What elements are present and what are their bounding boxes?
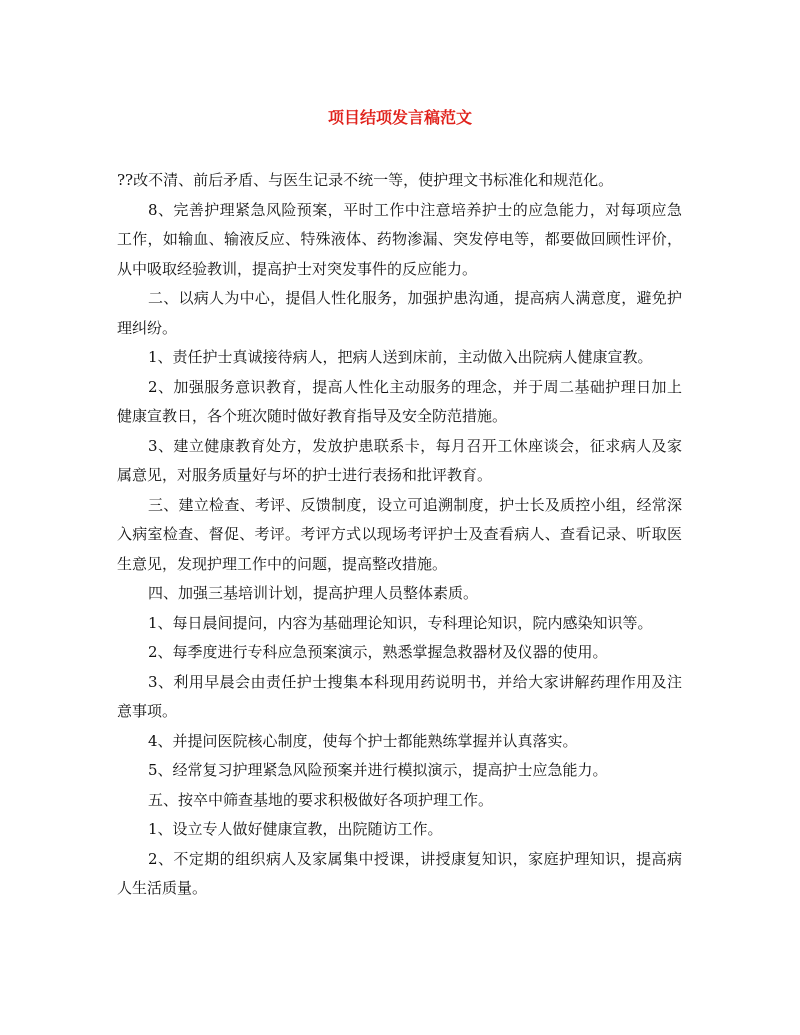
paragraph: 1、设立专人做好健康宣教，出院随访工作。: [148, 820, 443, 838]
paragraph: 2、每季度进行专科应急预案演示，熟悉掌握急救器材及仪器的使用。: [148, 643, 608, 661]
paragraph: 2、加强服务意识教育，提高人性化主动服务的理念，并于周二基础护理日加上健康宣教日，各个班次随时做好教育指导及安全防范措施。: [117, 377, 682, 425]
paragraph: 5、经常复习护理紧急风险预案并进行模拟演示，提高护士应急能力。: [148, 761, 608, 779]
paragraph: ??改不清、前后矛盾、与医生记录不统一等，使护理文书标准化和规范化。: [117, 171, 614, 189]
paragraph: 4、并提问医院核心制度，使每个护士都能熟练掌握并认真落实。: [148, 731, 578, 750]
paragraph: 二、以病人为中心，提倡人性化服务，加强护患沟通，提高病人满意度，避免护理纠纷。: [117, 289, 682, 337]
document-title: 项目结项发言稿范文: [327, 108, 472, 127]
paragraph: 3、利用早晨会由责任护士搜集本科现用药说明书，并给大家讲解药理作用及注意事项。: [117, 672, 682, 720]
paragraph: 2、不定期的组织病人及家属集中授课，讲授康复知识，家庭护理知识，提高病人生活质量。: [117, 849, 682, 897]
paragraph: 3、建立健康教育处方，发放护患联系卡，每月召开工休座谈会，征求病人及家属意见，对服务质量好与坏的护士进行表扬和批评教育。: [117, 436, 682, 484]
paragraph: 8、完善护理紧急风险预案，平时工作中注意培养护士的应急能力，对每项应急工作，如输血、输液反应、特殊液体、药物渗漏、突发停电等，都要做回顾性评价，从中吸取经验教训，提高护士对突发事件的反应能力。: [117, 200, 682, 278]
paragraph: 1、每日晨间提问，内容为基础理论知识，专科理论知识，院内感染知识等。: [148, 613, 653, 632]
paragraph: 四、加强三基培训计划，提高护理人员整体素质。: [148, 584, 479, 602]
document-body: [117, 166, 682, 904]
paragraph: 五、按卒中筛查基地的要求积极做好各项护理工作。: [148, 790, 494, 809]
paragraph: 1、责任护士真诚接待病人，把病人送到床前，主动做入出院病人健康宣教。: [148, 348, 653, 366]
paragraph: 三、建立检查、考评、反馈制度，设立可追溯制度，护士长及质控小组，经常深入病室检查、督促、考评。考评方式以现场考评护士及查看病人、查看记录、听取医生意见，发现护理工作中的问题，提高整改措施。: [117, 495, 682, 573]
